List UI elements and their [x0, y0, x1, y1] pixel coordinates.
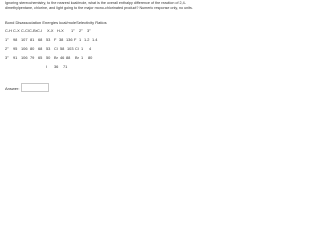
table-header-row — [5, 28, 105, 35]
table-cell: 88 — [66, 55, 71, 60]
table-cell: 2° — [5, 46, 9, 51]
table-cell: C-Cl — [21, 28, 29, 33]
answer-row — [5, 83, 197, 93]
table-cell: 4 — [89, 46, 92, 51]
table-cell: 81 — [30, 37, 35, 42]
table-cell: C-Br — [29, 28, 37, 33]
table-cell: 3° — [5, 55, 9, 60]
table-cell: 98 — [13, 37, 18, 42]
answer-input[interactable] — [21, 83, 49, 92]
table-cell: 68 — [38, 37, 43, 42]
table-row — [5, 37, 105, 44]
table-cell: 50 — [46, 55, 51, 60]
table-cell: Br — [75, 55, 79, 60]
table-cell: 136 — [66, 37, 73, 42]
table-cell: 1 — [81, 55, 84, 60]
table-cell: C-I — [37, 28, 43, 33]
table-cell: 1° — [5, 37, 9, 42]
table-cell: 1.2 — [84, 37, 90, 42]
table-cell: Br — [54, 55, 58, 60]
table-cell: F — [54, 37, 57, 42]
table-cell: 80 — [30, 46, 35, 51]
table-cell: 80 — [88, 55, 93, 60]
table-cell: 38 — [59, 37, 64, 42]
table-cell: 1 — [81, 46, 84, 51]
table-cell: 36 — [54, 64, 59, 69]
table-cell: 46 — [60, 55, 65, 60]
table-cell: 106 — [21, 46, 28, 51]
table-cell: 53 — [46, 46, 51, 51]
table-cell: 79 — [30, 55, 35, 60]
question-text: Ignoring stereochemistry, to the nearest kcal/mole, what is the overall enthalpy difference of the reaction of 2,4-dimethylpentane, chlorine, and light going to the major mono-chlorinated product? Numeric response only, no units. — [5, 1, 193, 10]
table-title: Bond Disassociation Energies kcal/moleSelectivity Ratios — [5, 20, 107, 25]
answer-label: Answer: — [5, 86, 20, 91]
table-cell: 1 — [79, 37, 82, 42]
table-cell: F — [74, 37, 77, 42]
table-cell: 71 — [63, 64, 68, 69]
table-cell: I — [46, 64, 48, 69]
table-cell: 95 — [13, 46, 18, 51]
table-cell: 106 — [21, 55, 28, 60]
table-cell: C-H — [5, 28, 12, 33]
table-cell: H-X — [57, 28, 64, 33]
table-cell: 53 — [46, 37, 51, 42]
table-cell: Cl — [75, 46, 79, 51]
table-cell: 2° — [79, 28, 83, 33]
table-row — [5, 64, 105, 71]
table-cell: C-X — [13, 28, 20, 33]
table-row — [5, 46, 105, 53]
table-cell: 68 — [38, 46, 43, 51]
table-cell: 65 — [38, 55, 43, 60]
table-cell: 1.4 — [92, 37, 98, 42]
table-cell: 58 — [60, 46, 65, 51]
table-cell: X-X — [47, 28, 54, 33]
table-cell: 107 — [21, 37, 28, 42]
table-cell: 3° — [87, 28, 91, 33]
table-cell: Cl — [54, 46, 58, 51]
table-row — [5, 55, 105, 62]
table-cell: 1° — [71, 28, 75, 33]
table-cell: 103 — [67, 46, 74, 51]
table-cell: 91 — [13, 55, 18, 60]
